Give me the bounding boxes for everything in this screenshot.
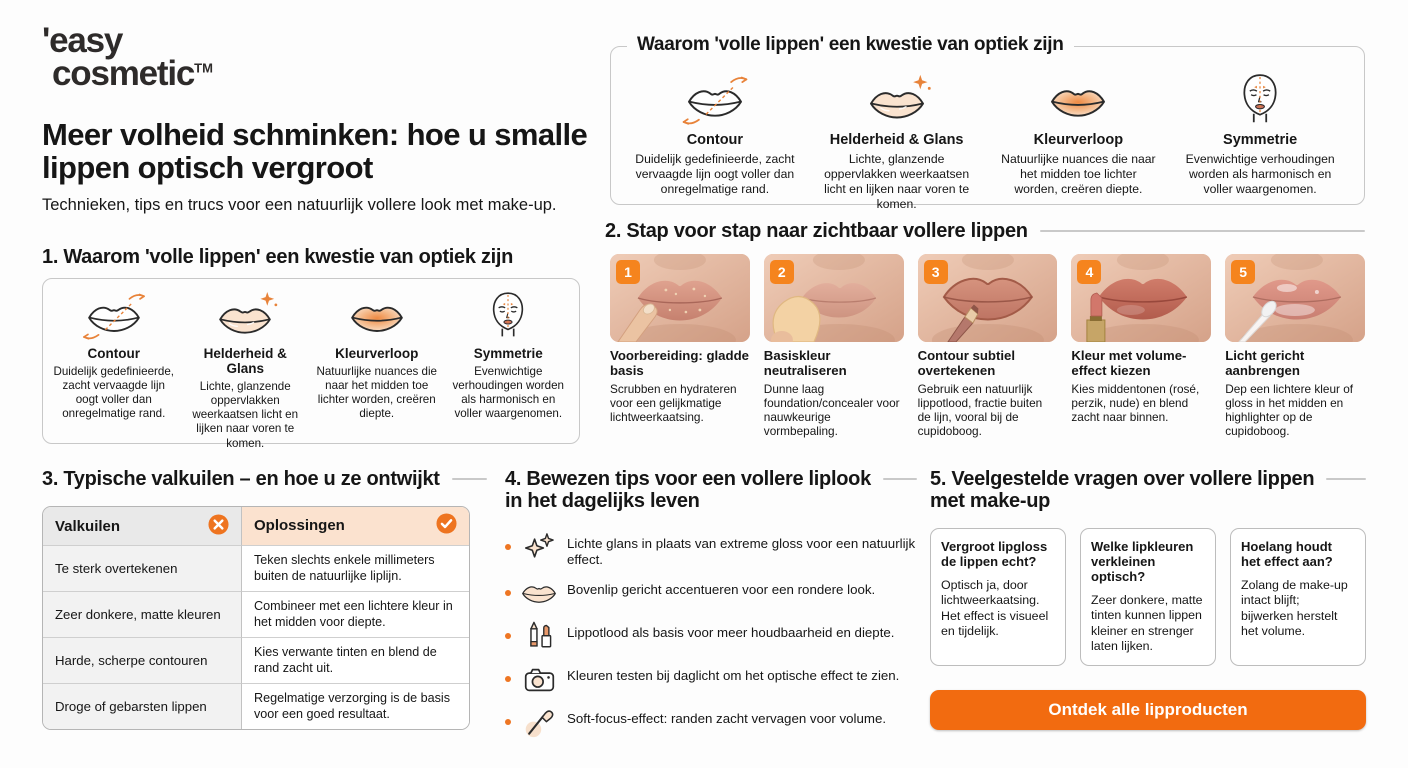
optics-item-name: Kleurverloop — [335, 346, 419, 361]
section2-heading — [605, 220, 1365, 242]
bullet-dot — [505, 633, 511, 639]
section5-title-line2: met make-up — [930, 490, 1051, 512]
section4-title-line1: 4. Bewezen tips voor een vollere liplook — [505, 468, 871, 490]
optics-item-contour — [631, 71, 799, 212]
solution-cell: Regelmatige verzorging is de basis voor een goed resultaat. — [242, 683, 469, 729]
table-row — [43, 591, 469, 637]
optics-item-text: Duidelijk gedefinieerde, zacht vervaagde lijn oogt voller dan onregelmatige rand. — [635, 152, 795, 196]
makeup-sponge-photo — [764, 254, 904, 342]
brand-logo-line2: cosmetic™ — [52, 54, 213, 94]
face-symmetry-icon — [1180, 71, 1340, 129]
optics-item-symmetry — [444, 289, 574, 451]
x-circle-icon — [208, 514, 229, 539]
faq-card — [1230, 528, 1366, 666]
tip-text: Lippotlood als basis voor meer houdbaarheid en diepte. — [567, 624, 895, 640]
tip-text: Soft-focus-effect: randen zacht vervagen voor volume. — [567, 710, 887, 726]
step-card-3 — [918, 254, 1058, 438]
step-card-5 — [1225, 254, 1365, 438]
lips-shine-icon — [185, 289, 307, 343]
section1-title: 1. Waarom 'volle lippen' een kwestie van optiek zijn — [42, 246, 514, 268]
optics-item-name: Symmetrie — [473, 346, 543, 361]
pitfall-cell: Droge of gebarsten lippen — [43, 683, 242, 729]
section3-heading — [42, 468, 487, 490]
pitfall-cell: Zeer donkere, matte kleuren — [43, 591, 242, 637]
tip-item — [505, 620, 919, 654]
pitfall-cell: Harde, scherpe contouren — [43, 637, 242, 683]
solution-cell: Combineer met een lichtere kleur in het midden voor diepte. — [242, 591, 469, 637]
faq-cards — [930, 528, 1366, 666]
lip-scrub-photo — [610, 254, 750, 342]
optics-item-contour — [49, 289, 179, 451]
table-header-problems — [43, 507, 242, 545]
lip-gloss-photo — [1225, 254, 1365, 342]
lip-pencil-lipstick-icon — [520, 620, 558, 654]
optics-panel-columns — [611, 47, 1364, 212]
optics-item-gradient — [312, 289, 442, 451]
lips-shine-icon — [817, 71, 977, 129]
bullet-dot — [505, 590, 511, 596]
heading-rule — [452, 478, 487, 480]
solution-cell: Kies verwante tinten en blend de rand zacht uit. — [242, 637, 469, 683]
optics-item-text: Duidelijk gedefinieerde, zacht vervaagde lijn oogt voller dan onregelmatige rand. — [53, 365, 175, 421]
step-title: Contour subtiel overtekenen — [917, 348, 1016, 378]
heading-rule — [883, 478, 917, 480]
step-card-1 — [610, 254, 750, 438]
step-title: Voorbereiding: gladde basis — [610, 348, 749, 378]
optics-item-text: Natuurlijke nuances die naar het midden toe lichter worden, creëren diepte. — [316, 365, 438, 421]
faq-question: Vergroot lipgloss de lippen echt? — [941, 539, 1048, 569]
faq-question: Hoelang houdt het effect aan? — [1241, 539, 1333, 569]
brand-logo-line1: 'easy — [42, 21, 123, 60]
lips-contour-icon — [53, 289, 175, 343]
heading-rule — [1326, 478, 1366, 480]
step-title: Basiskleur neutraliseren — [763, 348, 847, 378]
optics-item-text: Evenwichtige verhoudingen worden als harmonisch en voller waargenomen. — [1185, 152, 1335, 196]
step-title: Kleur met volume-effect kiezen — [1071, 348, 1187, 378]
lips-gradient-icon — [316, 289, 438, 343]
optics-item-gradient — [995, 71, 1163, 212]
page-subtitle: Technieken, tips en trucs voor een natuurlijk vollere look met make-up. — [42, 196, 557, 214]
lips-icon — [520, 577, 558, 611]
lip-liner-photo — [918, 254, 1058, 342]
tip-item — [505, 706, 919, 740]
tip-text: Bovenlip gericht accentueren voor een rondere look. — [567, 581, 876, 597]
tip-text: Kleuren testen bij daglicht om het optische effect te zien. — [567, 667, 900, 683]
optics-item-name: Contour — [686, 132, 744, 148]
section5-heading — [930, 468, 1366, 512]
optics-item-shine — [181, 289, 311, 451]
pitfall-cell: Te sterk overtekenen — [43, 545, 242, 591]
optics-item-text: Lichte, glanzende oppervlakken weerkaatsen licht en lijken naar voren te komen. — [192, 380, 299, 450]
step-number-badge: 1 — [616, 260, 640, 284]
makeup-brush-icon — [520, 706, 558, 740]
optics-item-name: Kleurverloop — [1033, 132, 1124, 148]
step-number-badge: 4 — [1077, 260, 1101, 284]
optics-item-text: Lichte, glanzende oppervlakken weerkaatsen licht en lijken naar voren te komen. — [824, 152, 970, 211]
page-title: Meer volheid schminken: hoe u smalle lippen optisch vergroot — [42, 117, 588, 186]
step-text: Dep een lichtere kleur of gloss in het midden en highlighter op de cupidoboog. — [1225, 381, 1354, 439]
lips-contour-icon — [635, 71, 795, 129]
pitfalls-table — [42, 506, 470, 730]
optics-panel — [610, 34, 1365, 211]
step-text: Gebruik een natuurlijk lippotlood, fractie buiten de lijn, vooral bij de cupidoboog. — [917, 381, 1043, 439]
check-circle-icon — [436, 513, 457, 539]
optics-item-shine — [813, 71, 981, 212]
steps-row — [610, 254, 1365, 438]
optics-item-name: Helderheid & Glans — [203, 346, 287, 376]
optics-item-text: Natuurlijke nuances die naar het midden toe lichter worden, creëren diepte. — [1001, 152, 1156, 196]
table-row — [43, 637, 469, 683]
faq-question: Welke lipkleuren verkleinen optisch? — [1091, 539, 1194, 584]
table-row — [43, 545, 469, 591]
optics-item-name: Contour — [87, 346, 140, 361]
tip-text: Lichte glans in plaats van extreme gloss voor een natuurlijk effect. — [567, 536, 916, 567]
step-number-badge: 2 — [770, 260, 794, 284]
tip-item — [505, 577, 919, 611]
tip-item — [505, 663, 919, 697]
heading-rule — [1040, 230, 1365, 232]
step-number-badge: 3 — [924, 260, 948, 284]
tips-list — [505, 531, 919, 749]
bullet-dot — [505, 544, 511, 550]
step-text: Dunne laag foundation/concealer voor nauwkeurige vormbepaling. — [763, 381, 900, 439]
step-title: Licht gericht aanbrengen — [1225, 348, 1305, 378]
column-header-label: Valkuilen — [55, 517, 121, 535]
bullet-dot — [505, 676, 511, 682]
section2-title: 2. Stap voor stap naar zichtbaar vollere lippen — [605, 220, 1028, 242]
camera-icon — [520, 663, 558, 697]
face-symmetry-icon — [448, 289, 570, 343]
step-number-badge: 5 — [1231, 260, 1255, 284]
optics-panel-title: Waarom 'volle lippen' een kwestie van optiek zijn — [627, 34, 1074, 56]
faq-card — [930, 528, 1066, 666]
optics-item-name: Helderheid & Glans — [829, 132, 964, 148]
section3-title: 3. Typische valkuilen – en hoe u ze ontwijkt — [42, 468, 440, 490]
brand-logo — [42, 21, 213, 94]
step-card-2 — [764, 254, 904, 438]
faq-answer: Optisch ja, door lichtweerkaatsing. Het effect is visueel en tijdelijk. — [941, 577, 1049, 638]
optics-item-symmetry — [1176, 71, 1344, 212]
lipstick-photo — [1071, 254, 1211, 342]
column-header-label: Oplossingen — [254, 517, 345, 534]
faq-card — [1080, 528, 1216, 666]
table-header-solutions — [242, 507, 469, 545]
faq-answer: Zolang de make-up intact blijft; bijwerken herstelt het volume. — [1241, 577, 1348, 638]
trademark-symbol: TM — [194, 60, 213, 76]
table-row — [43, 683, 469, 729]
optics-item-name: Symmetrie — [1223, 132, 1298, 148]
faq-answer: Zeer donkere, matte tinten kunnen lippen kleiner en strenger laten lijken. — [1091, 592, 1203, 653]
tip-item — [505, 531, 919, 568]
optics-item-text: Evenwichtige verhoudingen worden als harmonisch en voller waargenomen. — [452, 365, 564, 421]
sparkles-icon — [520, 531, 558, 565]
section4-heading — [505, 468, 917, 512]
table-header-row — [43, 507, 469, 545]
section1-optics-box — [42, 278, 580, 450]
solution-cell: Teken slechts enkele millimeters buiten de natuurlijke liplijn. — [242, 545, 469, 591]
section4-title-line2: in het dagelijks leven — [505, 490, 700, 512]
step-card-4 — [1071, 254, 1211, 438]
section5-title-line1: 5. Veelgestelde vragen over vollere lippen — [930, 468, 1315, 490]
bullet-dot — [505, 719, 511, 725]
discover-lip-products-button[interactable]: Ontdek alle lipproducten — [930, 690, 1366, 730]
lips-gradient-icon — [999, 71, 1159, 129]
step-text: Kies middentonen (rosé, perzik, nude) en blend zacht naar binnen. — [1071, 381, 1200, 424]
step-text: Scrubben en hydrateren voor een gelijkmatige lichtweerkaatsing. — [610, 381, 737, 424]
